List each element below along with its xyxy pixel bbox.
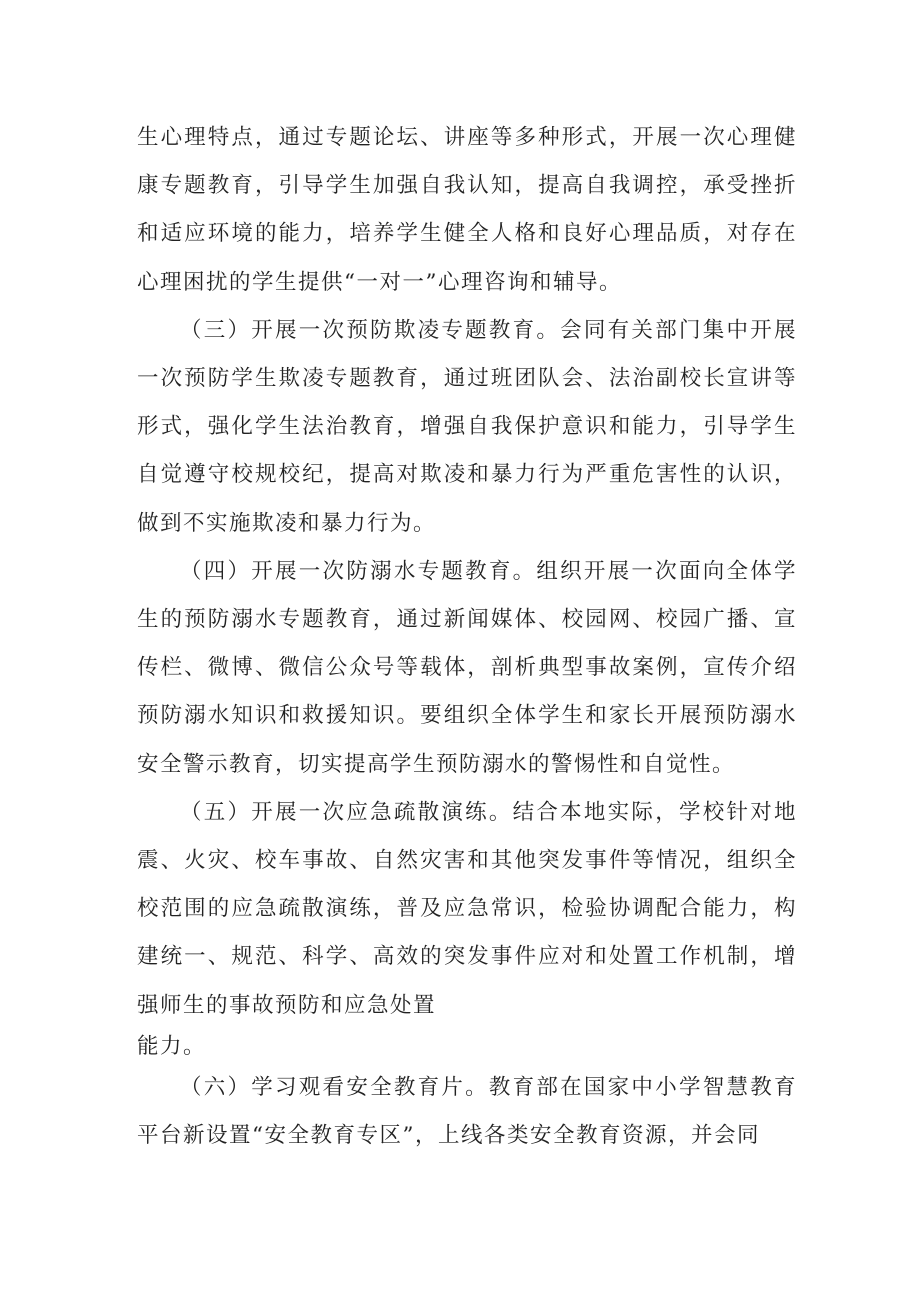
document-body (137, 114, 797, 1160)
paragraph-psychology-continued: 生心理特点，通过专题论坛、讲座等多种形式，开展一次心理健康专题教育，引导学生加强自我认知，提高自我调控，承受挫折和适应环境的能力，培养学生健全人格和良好心理品质，对存在心理困扰的学生提供“一对一”心理咨询和辅导。 (137, 125, 797, 295)
paragraph-anti-bullying: （三）开展一次预防欺凌专题教育。会同有关部门集中开展一次预防学生欺凌专题教育，通过班团队会、法治副校长宣讲等形式，强化学生法治教育，增强自我保护意识和能力，引导学生自觉遵守校规校纪，提高对欺凌和暴力行为严重危害性的认识，做到不实施欺凌和暴力行为。 (137, 317, 797, 536)
paragraph-evacuation-drill: （五）开展一次应急疏散演练。结合本地实际，学校针对地震、火灾、校车事故、自然灾害和其他突发事件等情况，组织全校范围的应急疏散演练，普及应急常识，检验协调配合能力，构建统一、规范、科学、高效的突发事件应对和处置工作机制，增强师生的事故预防和应急处置 (137, 799, 797, 1018)
paragraph-evacuation-drill-tail: 能力。 (137, 1033, 207, 1059)
paragraph-drowning-prevention: （四）开展一次防溺水专题教育。组织开展一次面向全体学生的预防溺水专题教育，通过新闻媒体、校园网、校园广播、宣传栏、微博、微信公众号等载体，剖析典型事故案例，宣传介绍预防溺水知识和救援知识。要组织全体学生和家长开展预防溺水安全警示教育，切实提高学生预防溺水的警惕性和自觉性。 (137, 558, 797, 777)
paragraph-safety-video: （六）学习观看安全教育片。教育部在国家中小学智慧教育平台新设置“安全教育专区”，上线各类安全教育资源，并会同 (137, 1074, 797, 1149)
